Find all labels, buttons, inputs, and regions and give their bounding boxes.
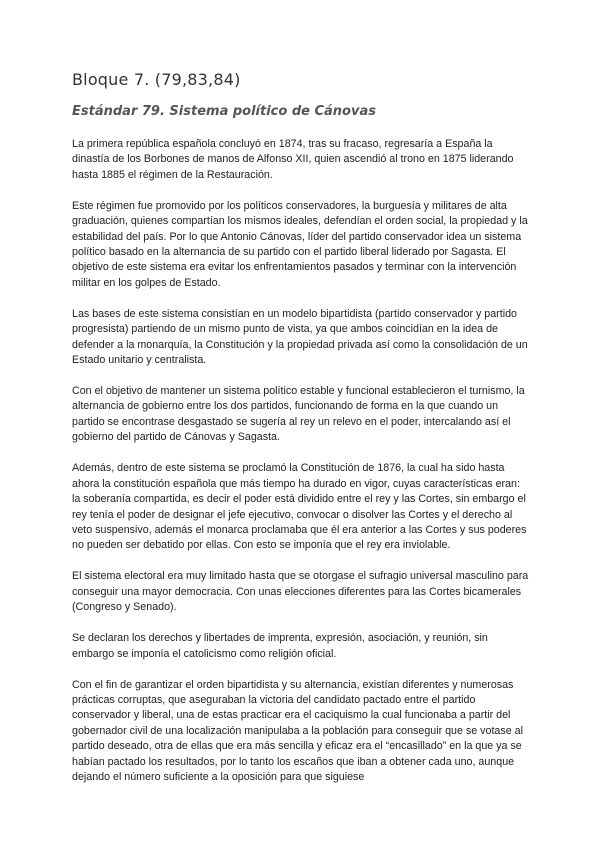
paragraph-constitution-1876: Además, dentro de este sistema se proclamó la Constitución de 1876, la cual ha sido hasta ahora la constitución española que más tiempo ha durado en vigor, cuyas características eran: la soberanía compartida, es decir el poder está dividido entre el rey y las Cortes, sin embargo el rey tenía el poder de designar el jefe ejecutivo, convocar o disolver las Cortes y el derecho al veto suspensivo, además el monarca proclamaba que él era anterior a las Cortes y sus poderes no pueden ser debatido por ellas. Con esto se imponía que el rey era inviolable. bbox=[72, 462, 527, 552]
paragraph-turnismo: Con el objetivo de mantener un sistema político estable y funcional establecieron el turnismo, la alternancia de gobierno entre los dos partidos, funcionando de forma en la que cuando un partido se encontrase desgastado se sugería al rey un relevo en el poder, intercalando así el gobierno del partido de Cánovas y Sagasta. bbox=[72, 385, 525, 444]
paragraph-regime-promoters: Este régimen fue promovido por los políticos conservadores, la burguesía y militares de alta graduación, quienes compartían los mismos ideales, defendían el orden social, la propiedad y la estabilidad del país. Por lo que Antonio Cánovas, líder del partido conservador idea un sistema político basado en la alternancia de su partido con el partido liberal liderado por Sagasta. El objetivo de este sistema era evitar los enfrentamientos pasados y terminar con la intervención militar en los golpes de Estado. bbox=[72, 199, 528, 289]
paragraph-first-republic: La primera república española concluyó en 1874, tras su fracaso, regresaría a España la dinastía de los Borbones de manos de Alfonso XII, quien ascendió al trono en 1875 liderando hasta 1885 el régimen de la Restauración. bbox=[72, 138, 514, 181]
paragraph-system-bases: Las bases de este sistema consistían en un modelo bipartidista (partido conservador y partido progresista) partiendo de un mismo punto de vista, ya que ambos coincidían en la idea de defender a la monarquía, la Constitución y la propiedad privada así como la consolidación de un Estado unitario y centralista. bbox=[72, 307, 528, 367]
standard-title: Estándar 79. Sistema político de Cánovas bbox=[72, 104, 376, 119]
paragraph-electoral-system: El sistema electoral era muy limitado hasta que se otorgase el sufragio universal masculino para conseguir una mayor democracia. Con unas elecciones diferentes para las Cortes bicamerales (Congreso y Senado). bbox=[72, 570, 529, 614]
paragraph-corrupt-practices: Con el fin de garantizar el orden bipartidista y su alternancia, existían diferentes y numerosas prácticas corruptas, que aseguraban la victoria del candidato pactado entre el partido conservador y liberal, una de estas practicar era el caciquismo la cual funcionaba a partir del gobernador civil de una localización manipulaba a la población para conseguir que se votase al partido deseado, otra de ellas que era más sencilla y eficaz era el “encasillado” en la que ya se habían pactado los resultados, por lo tanto los escaños que iban a obtener cada uno, aunque dejando el número suficiente a la oposición para que siguiese bbox=[72, 678, 523, 783]
paragraph-rights-freedoms: Se declaran los derechos y libertades de imprenta, expresión, asociación, y reunión, sin embargo se imponía el catolicismo como religión oficial. bbox=[72, 632, 488, 660]
block-title: Bloque 7. (79,83,84) bbox=[72, 70, 241, 89]
document-body bbox=[72, 137, 530, 801]
